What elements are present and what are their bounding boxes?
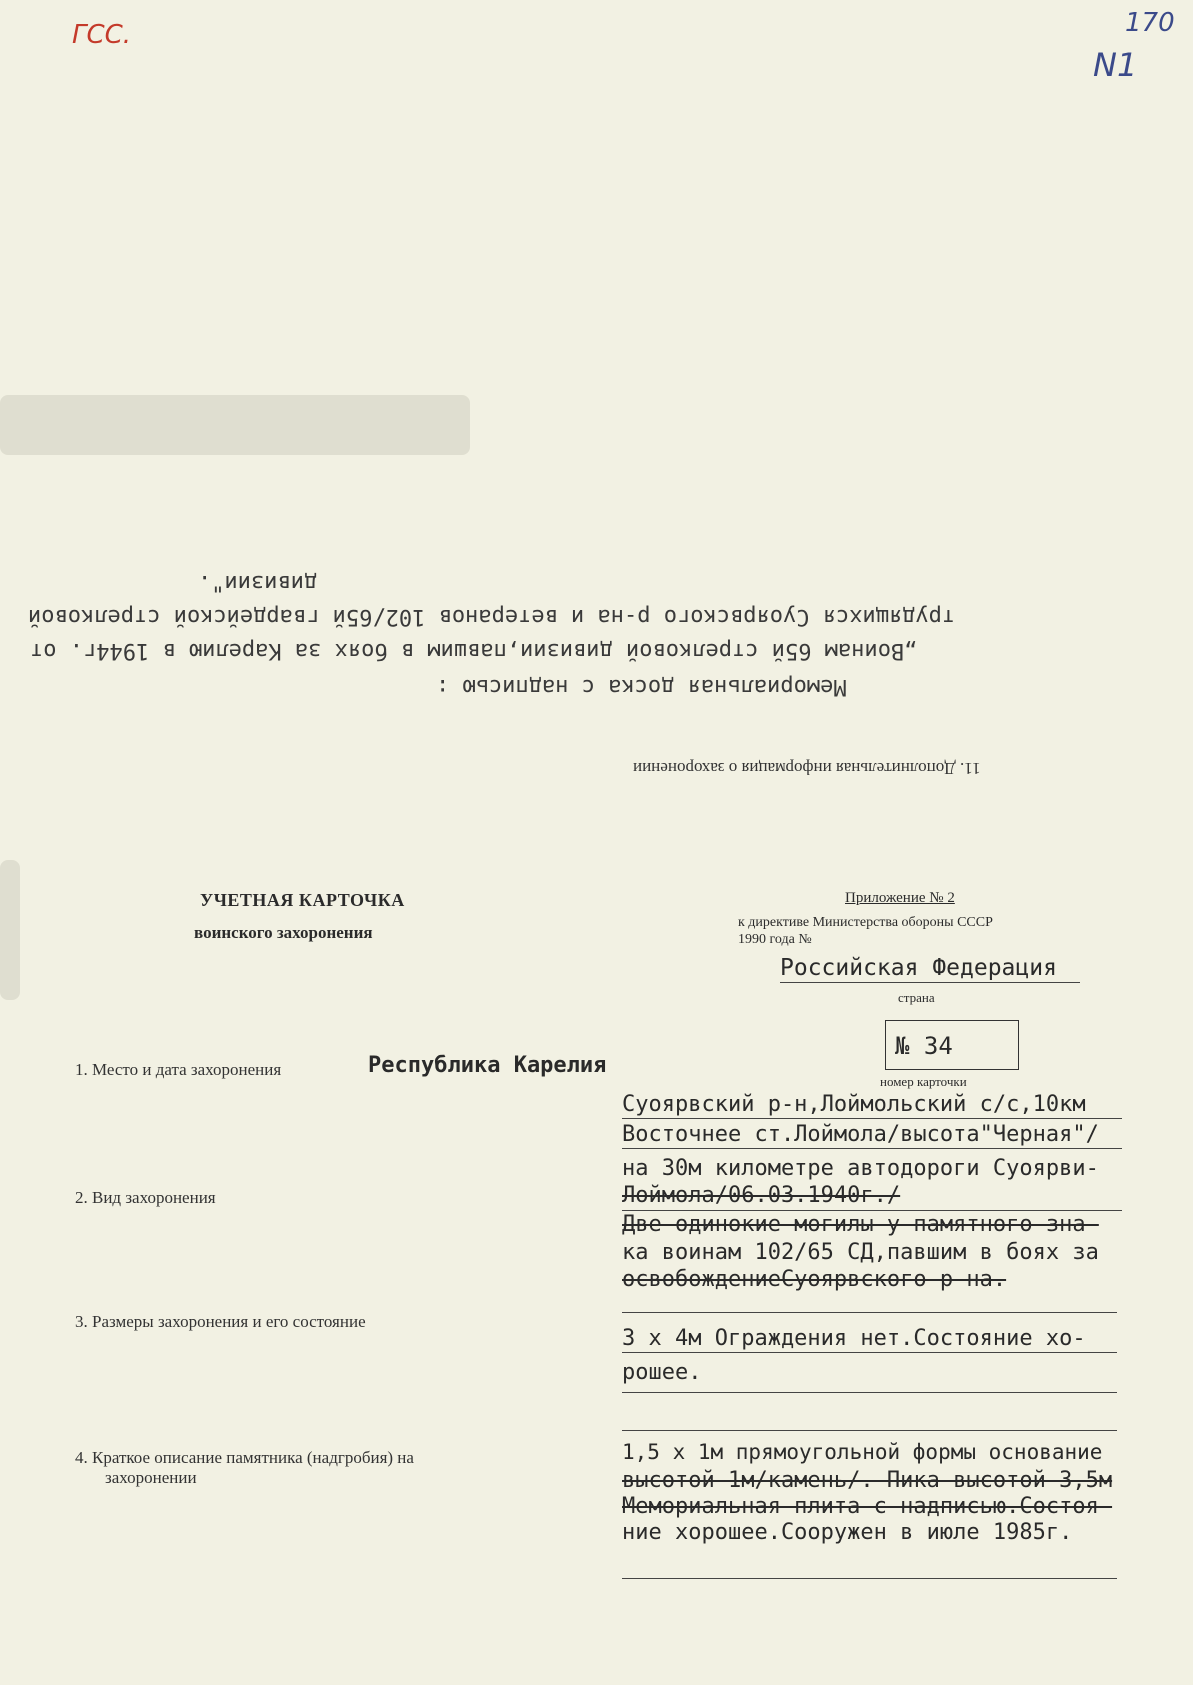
monument-label-cont: захоронении <box>105 1468 197 1487</box>
kind-underline <box>622 1210 1122 1211</box>
monument-value-line: 1,5 х 1м прямоугольной формы основание <box>622 1440 1103 1464</box>
card-title: УЧЕТНАЯ КАРТОЧКА <box>200 890 405 910</box>
place-value-line: на 30м километре автодороги Суоярви- <box>622 1156 1099 1181</box>
back-side-line: дивизии". <box>198 570 318 595</box>
place-underline <box>622 1148 1122 1149</box>
monument-value-line: ние хорошее.Сооружен в июле 1985г. <box>622 1520 1073 1545</box>
monument-label: 4. Краткое описание памятника (надгробия) на <box>75 1448 414 1467</box>
size-underline <box>622 1392 1117 1393</box>
handwritten-mark-top-left: ГСС. <box>72 20 132 50</box>
place-region: Республика Карелия <box>368 1053 607 1078</box>
size-underline <box>622 1312 1117 1313</box>
monument-value-line: высотой 1м/камень/. Пика высотой 3,5м <box>622 1468 1113 1493</box>
back-side-line: „Воинам 65й стрелковой дивизии,павшим в боях за Карелию в 1944г. от <box>30 638 918 663</box>
kind-value-line: ка воинам 102/65 СД,павшим в боях за <box>622 1240 1099 1265</box>
back-side-line: трудящихся Суоярвского р-на и ветеранов 102/65й гвардейской стрелковой <box>28 604 956 629</box>
card-subtitle: воинского захоронения <box>194 923 373 942</box>
handwritten-page-number: 170 <box>1125 8 1175 38</box>
place-value-line: Лоймола/06.03.1940г./ <box>622 1183 901 1208</box>
back-side-text-block <box>0 560 1193 790</box>
back-side-heading: 11. Дополнительная информация о захоронении <box>633 759 981 778</box>
size-underline <box>622 1352 1117 1353</box>
monument-value-line: Мемориальная плита с надписью.Состоя- <box>622 1494 1113 1519</box>
monument-underline <box>622 1578 1117 1579</box>
directive-line: к директиве Министерства обороны СССР <box>738 915 993 930</box>
card-number-label: номер карточки <box>880 1074 967 1089</box>
directive-year: 1990 года № <box>738 932 812 947</box>
place-value-line: Восточнее ст.Лоймола/высота"Черная"/ <box>622 1122 1099 1147</box>
size-label: 3. Размеры захоронения и его состояние <box>75 1312 366 1331</box>
place-underline <box>622 1118 1122 1119</box>
size-value-line: 3 х 4м Ограждения нет.Состояние хо- <box>622 1326 1086 1351</box>
size-underline <box>622 1430 1117 1431</box>
appendix-label: Приложение № 2 <box>845 890 955 906</box>
place-label: 1. Место и дата захоронения <box>75 1060 282 1079</box>
paper-smudge <box>0 860 20 1000</box>
place-value-line: Суоярвский р-н,Лоймольский с/с,10км <box>622 1092 1086 1117</box>
handwritten-mark-top-right: N1 <box>1093 46 1138 84</box>
country-label: страна <box>898 990 935 1005</box>
back-side-line: Мемориальная доска с надписью : <box>436 674 847 699</box>
country-value: Российская Федерация <box>780 955 1057 981</box>
card-number: № 34 <box>895 1032 953 1060</box>
country-underline <box>780 982 1080 983</box>
kind-label: 2. Вид захоронения <box>75 1188 216 1207</box>
kind-value-line: освобождениеСуоярвского р-на. <box>622 1267 1007 1292</box>
size-value-line: рошее. <box>622 1360 702 1385</box>
kind-value-line: Две одинокие могилы у памятного зна- <box>622 1212 1099 1237</box>
paper-smudge <box>0 395 470 455</box>
